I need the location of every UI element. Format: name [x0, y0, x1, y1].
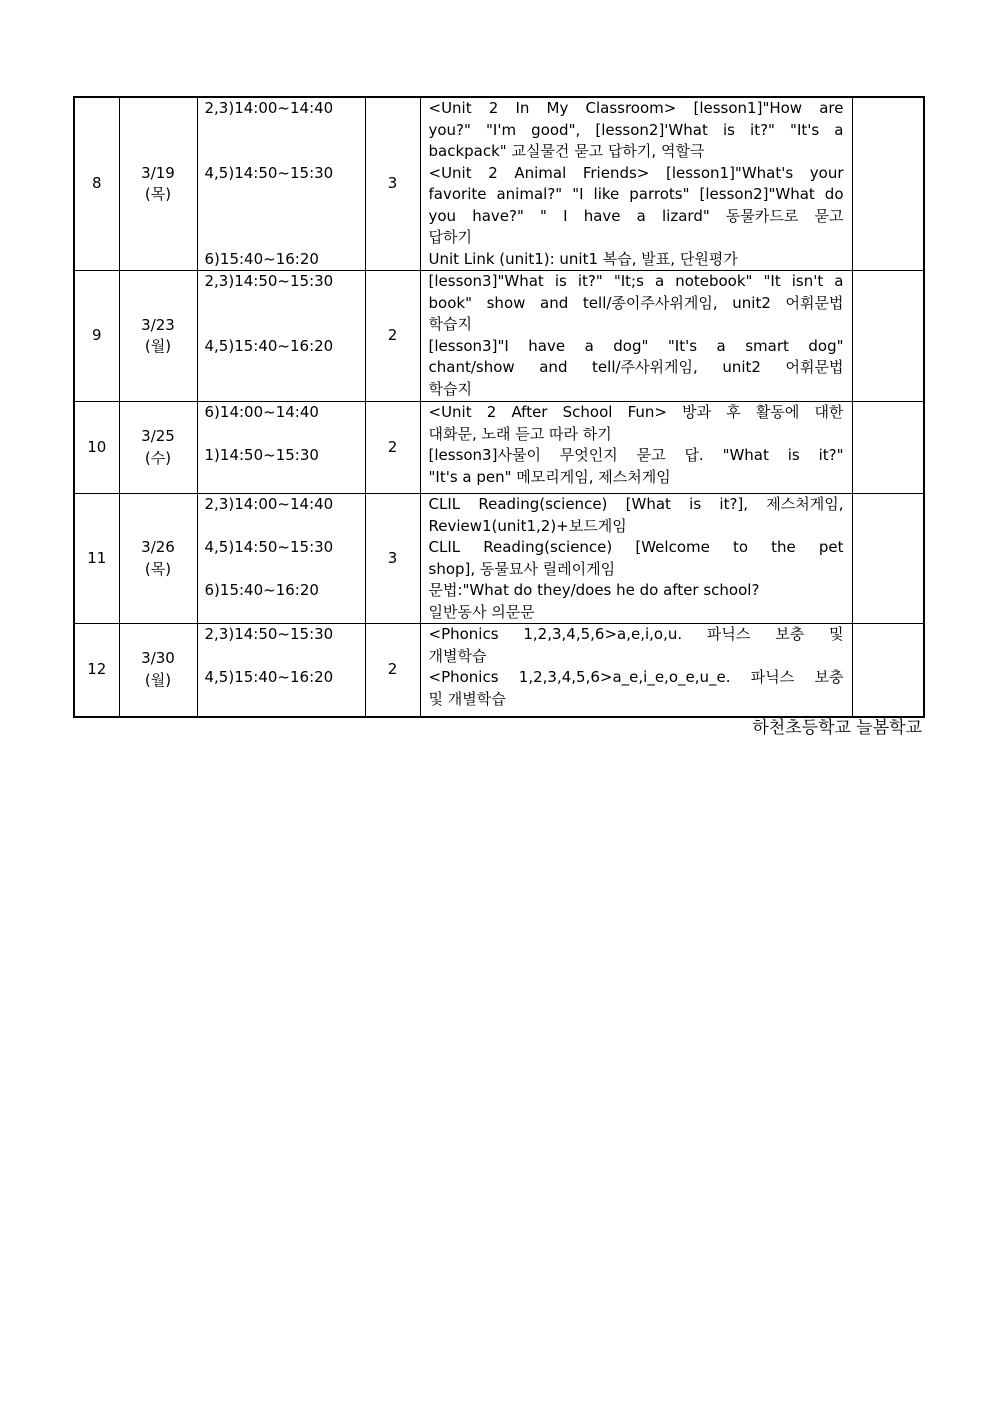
session-hours: 2 [365, 624, 420, 717]
time-spacer [205, 602, 365, 624]
lesson-content-cell [420, 402, 852, 494]
session-date-cell [119, 494, 197, 624]
school-name-footer: 하천초등학교 늘봄학교 [752, 718, 922, 738]
lesson-content-line: CLIL Reading(science) [Welcome to the pet [428, 538, 844, 556]
session-weekday: (수) [144, 448, 172, 467]
lesson-content-line: <Unit 2 After School Fun> 방과 후 활동에 대한 [428, 403, 844, 421]
lesson-content-line: book" show and tell/종이주사위게임, unit2 어휘문법 [428, 293, 844, 312]
time-spacer [205, 314, 365, 336]
lesson-content-line: Unit Link (unit1): unit1 복습, 발표, 단원평가 [428, 249, 738, 268]
time-spacer [205, 227, 365, 249]
session-date: 3/19 [141, 163, 175, 182]
time-slot: 6)15:40~16:20 [204, 249, 319, 268]
time-spacer [205, 646, 365, 668]
time-slots-cell [197, 624, 365, 717]
time-slot: 2,3)14:50~15:30 [204, 272, 334, 290]
notes-cell [852, 271, 924, 402]
lesson-content-line: <Unit 2 Animal Friends> [lesson1]"What's your [428, 163, 844, 182]
lesson-content-line: 대화문, 노래 듣고 따라 하기 [428, 424, 612, 443]
lesson-content-line: you?" "I'm good", [lesson2]'What is it?" "It's a [428, 120, 844, 139]
session-weekday: (목) [144, 185, 172, 203]
schedule-row [74, 402, 924, 494]
time-slots-cell [197, 271, 365, 402]
time-slot: 2,3)14:00~14:40 [204, 99, 334, 117]
lesson-content-line: 일반동사 의문문 [428, 602, 535, 621]
lesson-content-line: <Phonics 1,2,3,4,5,6>a_e,i_e,o_e,u_e. 파닉스 보충 [428, 668, 844, 686]
time-slots-cell [197, 494, 365, 624]
session-date-cell [119, 402, 197, 494]
session-number: 12 [74, 624, 119, 717]
notes-cell [852, 402, 924, 494]
session-date: 3/30 [141, 649, 175, 668]
lesson-content-line: shop], 동물묘사 릴레이게임 [428, 559, 616, 578]
session-number: 8 [74, 97, 119, 271]
session-date-cell [119, 624, 197, 717]
notes-cell [852, 624, 924, 717]
session-date: 3/23 [141, 315, 175, 334]
time-slot: 4,5)15:40~16:20 [204, 336, 334, 355]
lesson-content-line: favorite animal?" "I like parrots" [lesson2]"What do [428, 185, 844, 203]
session-number: 10 [74, 402, 119, 494]
schedule-table [73, 96, 925, 718]
session-hours: 2 [365, 271, 420, 402]
lesson-content-line: CLIL Reading(science) [What is it?], 제스처게임, [428, 495, 844, 513]
time-slot: 6)15:40~16:20 [204, 581, 319, 599]
time-spacer [205, 559, 365, 581]
time-spacer [205, 689, 365, 711]
session-date: 3/26 [141, 538, 175, 556]
lesson-content-line: 학습지 [428, 379, 472, 398]
time-slot: 4,5)15:40~16:20 [204, 668, 334, 686]
time-spacer [205, 293, 365, 315]
lesson-content-cell [420, 624, 852, 717]
lesson-content-line: [lesson3]사물이 무엇인지 묻고 답. "What is it?" [428, 446, 844, 464]
time-slot: 2,3)14:50~15:30 [204, 625, 334, 643]
session-date-cell [119, 271, 197, 402]
lesson-content-line: 개별학습 [428, 646, 487, 665]
session-date: 3/25 [141, 427, 175, 445]
session-hours: 3 [365, 97, 420, 271]
time-slots-cell [197, 97, 365, 271]
time-slot: 2,3)14:00~14:40 [204, 495, 334, 513]
session-number: 11 [74, 494, 119, 624]
time-spacer [205, 184, 365, 206]
time-slot: 6)14:00~14:40 [204, 403, 319, 421]
schedule-row [74, 494, 924, 624]
time-spacer [205, 357, 365, 379]
time-spacer [205, 206, 365, 228]
time-slots-cell [197, 402, 365, 494]
lesson-content-cell [420, 271, 852, 402]
session-weekday: (목) [144, 559, 172, 578]
session-number: 9 [74, 271, 119, 402]
time-slot: 4,5)14:50~15:30 [204, 538, 334, 556]
session-date-cell [119, 97, 197, 271]
lesson-content-line: <Phonics 1,2,3,4,5,6>a,e,i,o,u. 파닉스 보충 및 [428, 625, 844, 643]
schedule-row [74, 271, 924, 402]
lesson-content-line: 문법:"What do they/does he do after school? [428, 581, 760, 599]
notes-cell [852, 494, 924, 624]
time-spacer [205, 467, 365, 489]
time-slot: 1)14:50~15:30 [204, 446, 319, 464]
lesson-content-line: 및 개별학습 [428, 689, 506, 708]
lesson-content-line: <Unit 2 In My Classroom> [lesson1]"How are [428, 99, 844, 117]
lesson-content-line: [lesson3]"I have a dog" "It's a smart dog" [428, 336, 844, 355]
session-hours: 3 [365, 494, 420, 624]
time-spacer [205, 516, 365, 538]
lesson-content-line: "It's a pen" 메모리게임, 제스처게임 [428, 467, 671, 486]
notes-cell [852, 97, 924, 271]
time-spacer [205, 379, 365, 401]
time-spacer [205, 120, 365, 142]
session-hours: 2 [365, 402, 420, 494]
schedule-body [74, 97, 924, 717]
time-slot: 4,5)14:50~15:30 [204, 163, 334, 182]
schedule-row [74, 97, 924, 271]
time-spacer [205, 424, 365, 446]
lesson-content-line: [lesson3]"What is it?" "It;s a notebook" "It isn't a [428, 272, 844, 290]
lesson-content-line: you have?" " I have a lizard" 동물카드로 묻고 [428, 206, 844, 225]
lesson-content-cell [420, 494, 852, 624]
lesson-content-cell [420, 97, 852, 271]
lesson-content-line: Review1(unit1,2)+보드게임 [428, 516, 627, 535]
time-spacer [205, 141, 365, 163]
session-weekday: (월) [144, 337, 172, 355]
lesson-content-line: 학습지 [428, 315, 472, 333]
lesson-content-line: 답하기 [428, 228, 472, 246]
session-weekday: (월) [144, 670, 172, 689]
lesson-content-line: backpack" 교실물건 묻고 답하기, 역할극 [428, 142, 705, 160]
lesson-content-line: chant/show and tell/주사위게임, unit2 어휘문법 [428, 358, 844, 376]
schedule-row [74, 624, 924, 717]
